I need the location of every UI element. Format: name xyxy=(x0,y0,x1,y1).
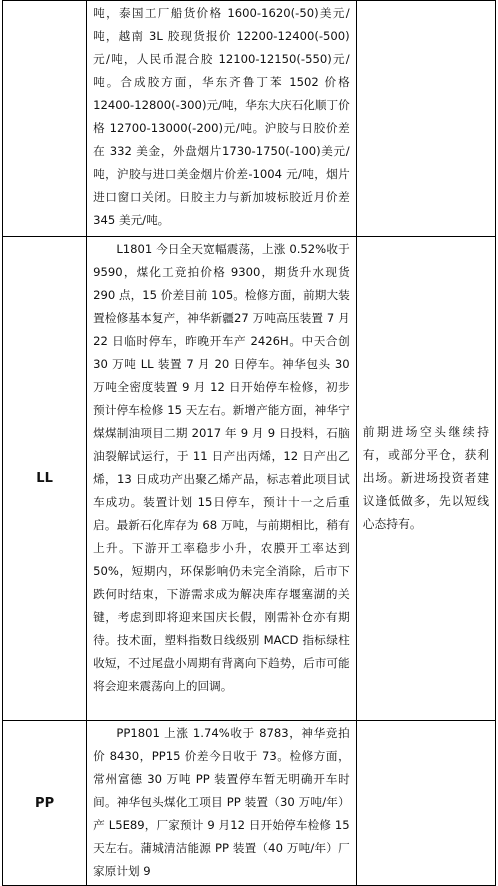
table-row-pp xyxy=(3,721,496,886)
row-label-pp: PP xyxy=(3,721,87,886)
analysis-text: L1801 今日全天宽幅震荡，上涨 0.52%收于 9590，煤化工竞拍价格 9300，期货升水现货 290 点，15 价差目前 105。检修方面，前期大装置检修基本复产，神华新疆27 万吨高压装置 7 月 22 日临时停车，昨晚开车产 2426H。中天合创 30 万吨 LL 装置 7 月 20 日停车。神华包头 30 万吨全密度装置 9 月 12 日开始停车检修，初步预计停车检修 15 天左右。新增产能方面，神华宁煤煤制油项目二期 2017 年 9 月 9 日投料，石脑油裂解试运行，于 11 日产出丙烯，12 日产出乙烯，13 日成功产出聚乙烯产品，标志着此项目试车成功。装置计划 15日停车，预计十一之后重启。最新石化库存为 68 万吨，与前期相比，稍有上升。下游开工率稳步小升，农膜开工率达到 50%，短期内，环保影响仍未完全消除，后市下跌何时结束，下游需求成为解决库存堰塞湖的关键，考虑到即将迎来国庆长假，刚需补仓亦有期待。技术面，塑料指数日线级别 MACD 指标绿柱收短，不过尾盘小周期有背离向下趋势，后市可能将会迎来震荡向上的回调。 xyxy=(93,242,350,693)
table-row-rubber-continued xyxy=(3,1,496,237)
row-label-ll: LL xyxy=(3,237,87,721)
analysis-cell xyxy=(87,1,357,237)
market-analysis-table xyxy=(2,0,496,886)
analysis-cell xyxy=(87,721,357,886)
row-label-cell xyxy=(3,1,87,237)
advice-cell xyxy=(356,1,495,237)
advice-cell xyxy=(356,721,495,886)
analysis-cell xyxy=(87,237,357,721)
advice-cell xyxy=(356,237,495,721)
table-row-ll xyxy=(3,237,496,721)
advice-text: 前期进场空头继续持有，或部分平仓，获利出场。新进场投资者建议逢低做多，先以短线心态持有。 xyxy=(362,425,489,531)
analysis-text: PP1801 上涨 1.74%收于 8783，神华竞拍价 8430，PP15 价差今日收于 73。检修方面，常州富德 30 万吨 PP 装置停车暂无明确开车时间。神华包头煤化工项目 PP 装置（30 万吨/年）产 L5E89，厂家预计 9 月12 日开始停车检修 15 天左右。蒲城清洁能源 PP 装置（40 万吨/年）厂家原计划 9 xyxy=(93,726,350,878)
analysis-text: 吨，泰国工厂船货价格 1600-1620(-50)美元/吨，越南 3L 胶现货报价 12200-12400(-500)元/吨，人民币混合胶 12100-12150(-550)元/吨。合成胶方面，华东齐鲁丁苯 1502 价格12400-12800(-300)元/吨，华东大庆石化顺丁价格 12700-13000(-200)元/吨。沪胶与日胶价差在 332 美金，外盘烟片1730-1750(-100)美元/吨，沪胶与进口美金烟片价差-1004 元/吨，烟片进口窗口关闭。日胶主力与新加坡标胶近月价差 345 美元/吨。 xyxy=(93,6,350,227)
